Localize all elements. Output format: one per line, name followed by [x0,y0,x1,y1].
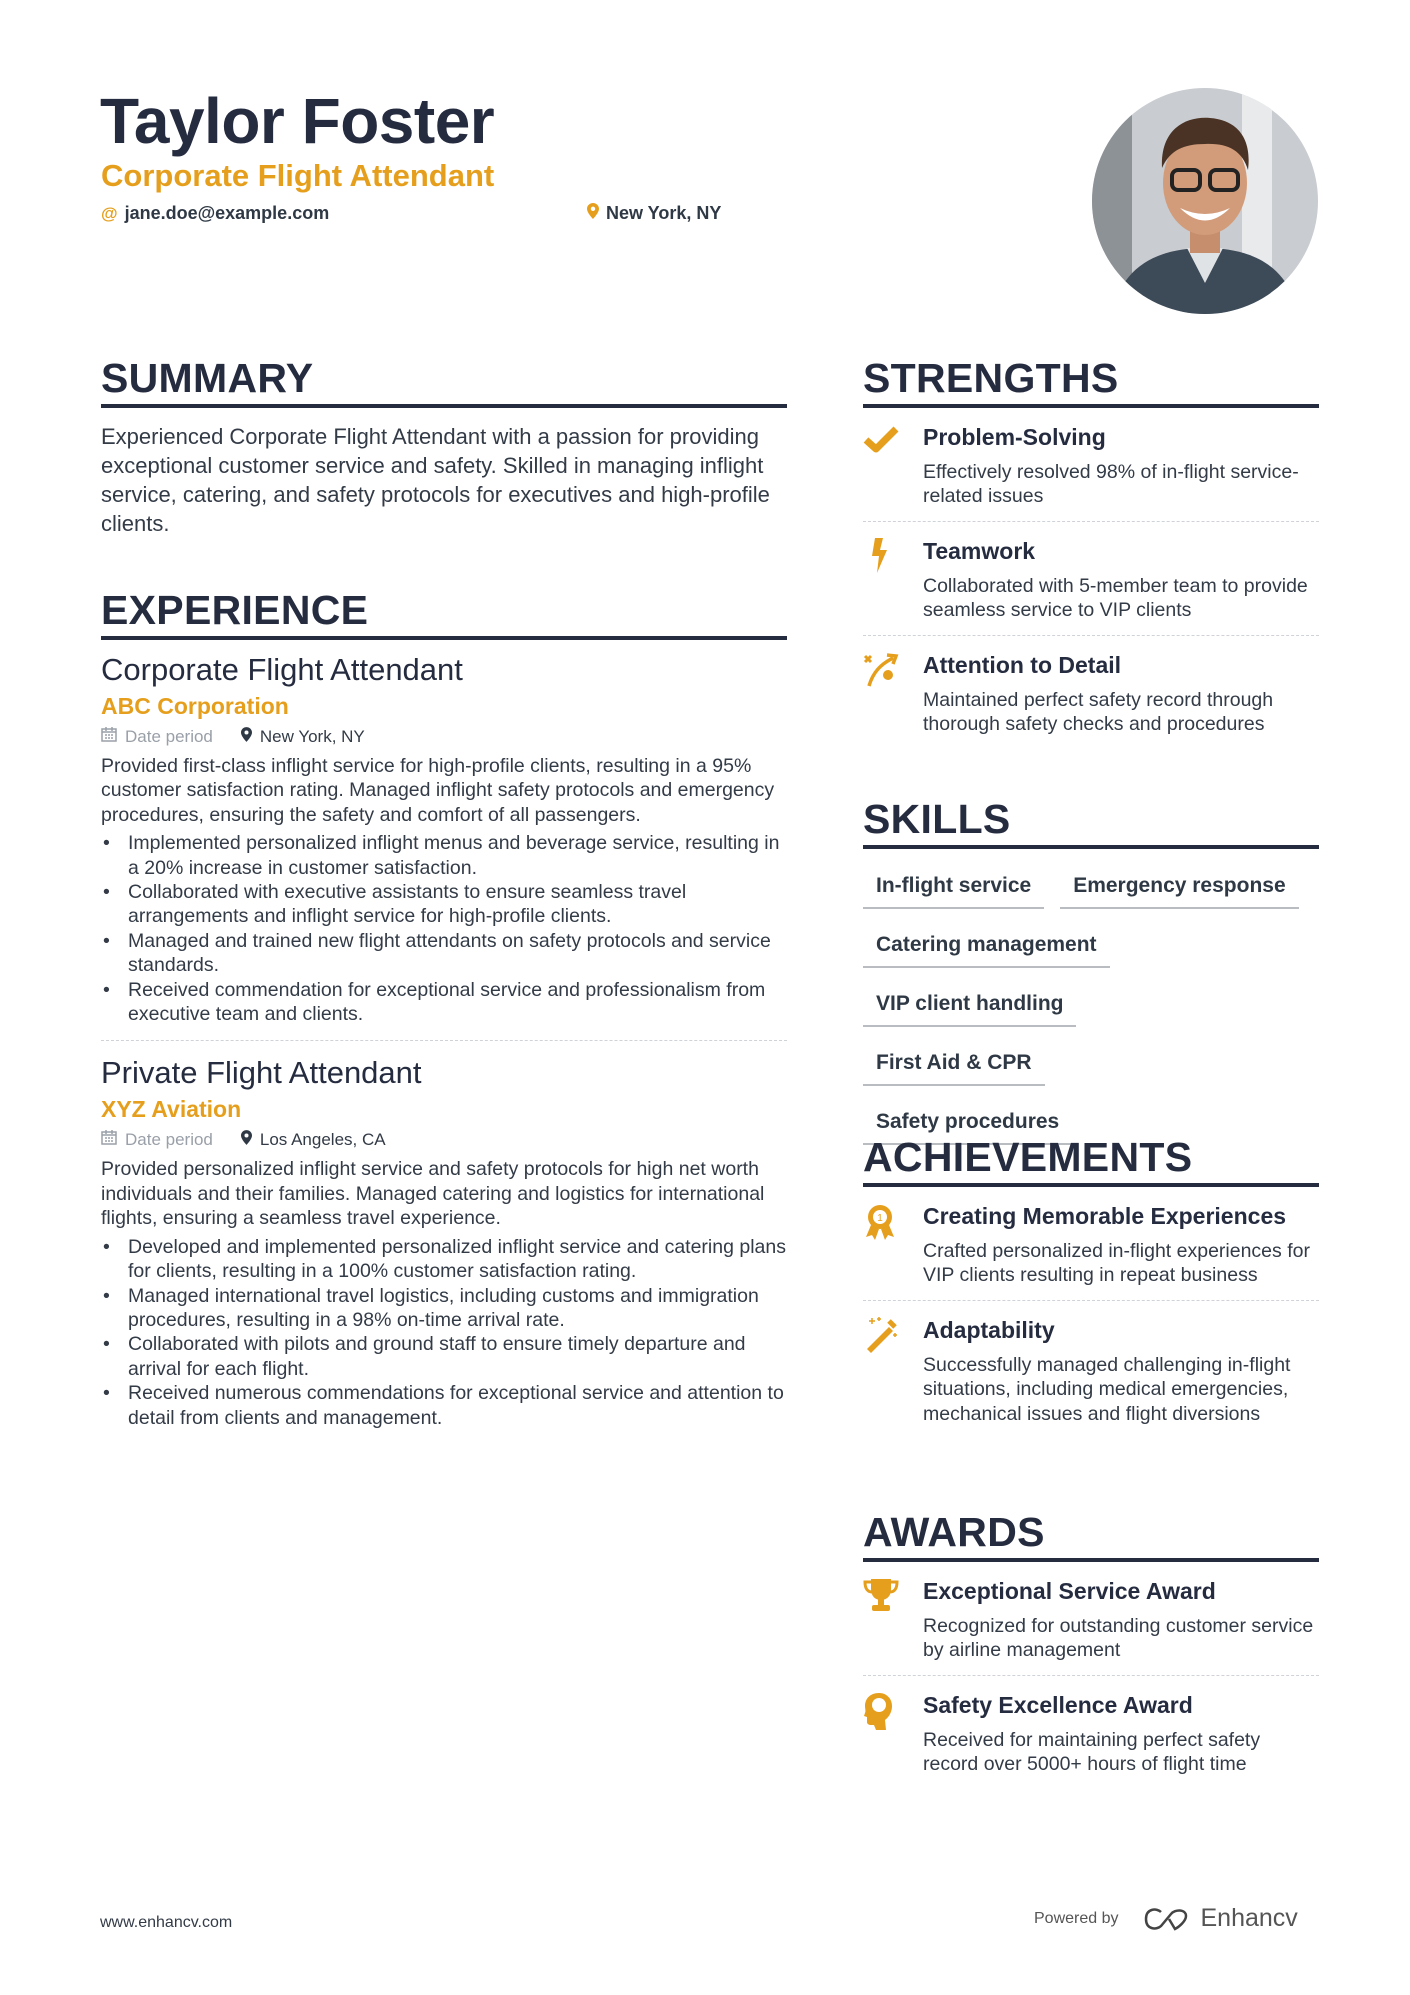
location-pin-icon [241,1127,252,1153]
email-contact[interactable] [101,203,329,224]
strength-title: Teamwork [923,537,1036,564]
candidate-title: Corporate Flight Attendant [101,158,495,193]
skill-tag: In-flight service [863,863,1044,909]
job-bullet: • Managed international travel logistics, including customs and immigration procedures, resulting in a 98% on-time arrival rate. [101,1284,787,1333]
experience-heading: EXPERIENCE [101,588,787,640]
summary-text: Experienced Corporate Flight Attendant with a passion for providing exceptional customer service and safety. Skilled in managing inflight service, catering, and safety protocols for executives and high-profile clients. [101,424,770,536]
experience-section [101,588,787,1430]
award-title: Exceptional Service Award [923,1578,1216,1604]
job-description: Provided first-class inflight service for high-profile clients, resulting in a 95% customer satisfaction rating. Managed inflight safety protocols and emergency procedures, ensuring the safety and comfort of all passengers. [101,755,775,826]
company-name: XYZ Aviation [101,1096,242,1123]
job-location: Los Angeles, CA [259,1130,386,1150]
awards-heading: AWARDS [863,1510,1319,1562]
brand-name: Enhancv [1200,1904,1298,1932]
strength-title: Problem-Solving [923,424,1106,450]
skill-tag: Safety procedures [863,1099,1072,1145]
date-period: Date period [125,727,213,746]
strategy-icon [863,650,923,737]
trophy-icon [863,1576,923,1663]
achievements-section [863,1135,1319,1426]
achievements-heading: ACHIEVEMENTS [863,1135,1319,1187]
location-text: New York, NY [606,203,722,223]
achievement-description: Crafted personalized in-flight experiences for VIP clients resulting in repeat business [923,1240,1310,1287]
skill-tag: Emergency response [1060,863,1298,909]
skills-section [863,797,1319,1158]
skills-heading: SKILLS [863,797,1319,849]
experience-entry [101,650,787,1026]
strength-item [863,636,1319,737]
job-bullet: • Received numerous commendations for exceptional service and attention to detail from clients and management. [101,1381,787,1430]
powered-by-label: Powered by [1034,1909,1119,1927]
award-item [863,1562,1319,1663]
award-title: Safety Excellence Award [923,1691,1193,1718]
achievement-title: Adaptability [923,1316,1055,1343]
calendar-icon [101,724,117,750]
enhancv-logo[interactable] [1143,1904,1298,1933]
job-bullet: • Implemented personalized inflight menus and beverage service, resulting in a 20% increase in customer satisfaction. [101,831,787,880]
strength-description: Collaborated with 5-member team to provide seamless service to VIP clients [923,574,1308,622]
company-name: ABC Corporation [101,693,289,719]
email-text: jane.doe@example.com [124,203,330,223]
job-bullet: • Managed and trained new flight attendants on safety protocols and service standards. [101,929,787,978]
summary-heading: SUMMARY [101,356,787,408]
location-pin-icon [241,724,252,750]
candidate-name: Taylor Foster [100,85,495,157]
summary-section [101,356,787,538]
skill-tag: First Aid & CPR [863,1040,1045,1086]
awards-section [863,1510,1319,1777]
date-period: Date period [125,1130,213,1150]
job-bullet: • Collaborated with executive assistants to ensure seamless travel arrangements and inflight service for high-profile clients. [101,880,787,929]
svg-text:1: 1 [877,1213,883,1224]
job-bullet: • Received commendation for exceptional service and professionalism from executive team and clients. [101,978,787,1027]
head-icon [863,1690,923,1777]
calendar-icon [101,1127,117,1153]
job-bullet: • Collaborated with pilots and ground staff to ensure timely departure and arrival for each flight. [101,1332,787,1381]
job-title: Private Flight Attendant [101,1055,422,1091]
profile-photo [1092,88,1318,314]
experience-entry [101,1053,787,1429]
strength-description: Effectively resolved 98% of in-flight service-related issues [923,461,1299,508]
powered-by [1034,1904,1298,1933]
award-description: Received for maintaining perfect safety record over 5000+ hours of flight time [923,1728,1261,1776]
skill-tag: VIP client handling [863,981,1076,1027]
strength-title: Attention to Detail [923,651,1122,678]
achievement-title: Creating Memorable Experiences [923,1203,1287,1229]
strengths-section [863,356,1319,736]
lightning-icon [863,536,923,623]
job-location: New York, NY [259,727,365,746]
achievement-item [863,1301,1319,1426]
job-bullet: • Developed and implemented personalized inflight service and catering plans for clients, resulting in a 100% customer satisfaction rating. [101,1235,787,1284]
medal-icon [863,1201,923,1288]
award-description: Recognized for outstanding customer service by airline management [923,1615,1314,1662]
achievement-item [863,1187,1319,1288]
checkmark-icon [863,422,923,509]
job-title: Corporate Flight Attendant [101,652,463,687]
at-icon: @ [101,203,118,223]
achievement-description: Successfully managed challenging in-flight situations, including medical emergencies, mechanical issues and flight diversions [923,1353,1291,1425]
skill-tag: Catering management [863,922,1110,968]
strength-item [863,522,1319,623]
website-link[interactable]: www.enhancv.com [100,1914,233,1931]
magic-wand-icon [863,1315,923,1426]
strength-item [863,408,1319,509]
location-contact [587,203,721,224]
divider [101,1040,787,1041]
award-item [863,1676,1319,1777]
strengths-heading: STRENGTHS [863,356,1319,408]
job-description: Provided personalized inflight service and safety protocols for high net worth individuals and their families. Managed catering and logistics for international flights, ensuring a seamless travel experience. [101,1158,765,1230]
location-pin-icon [587,203,599,224]
strength-description: Maintained perfect safety record through thorough safety checks and procedures [923,688,1274,736]
